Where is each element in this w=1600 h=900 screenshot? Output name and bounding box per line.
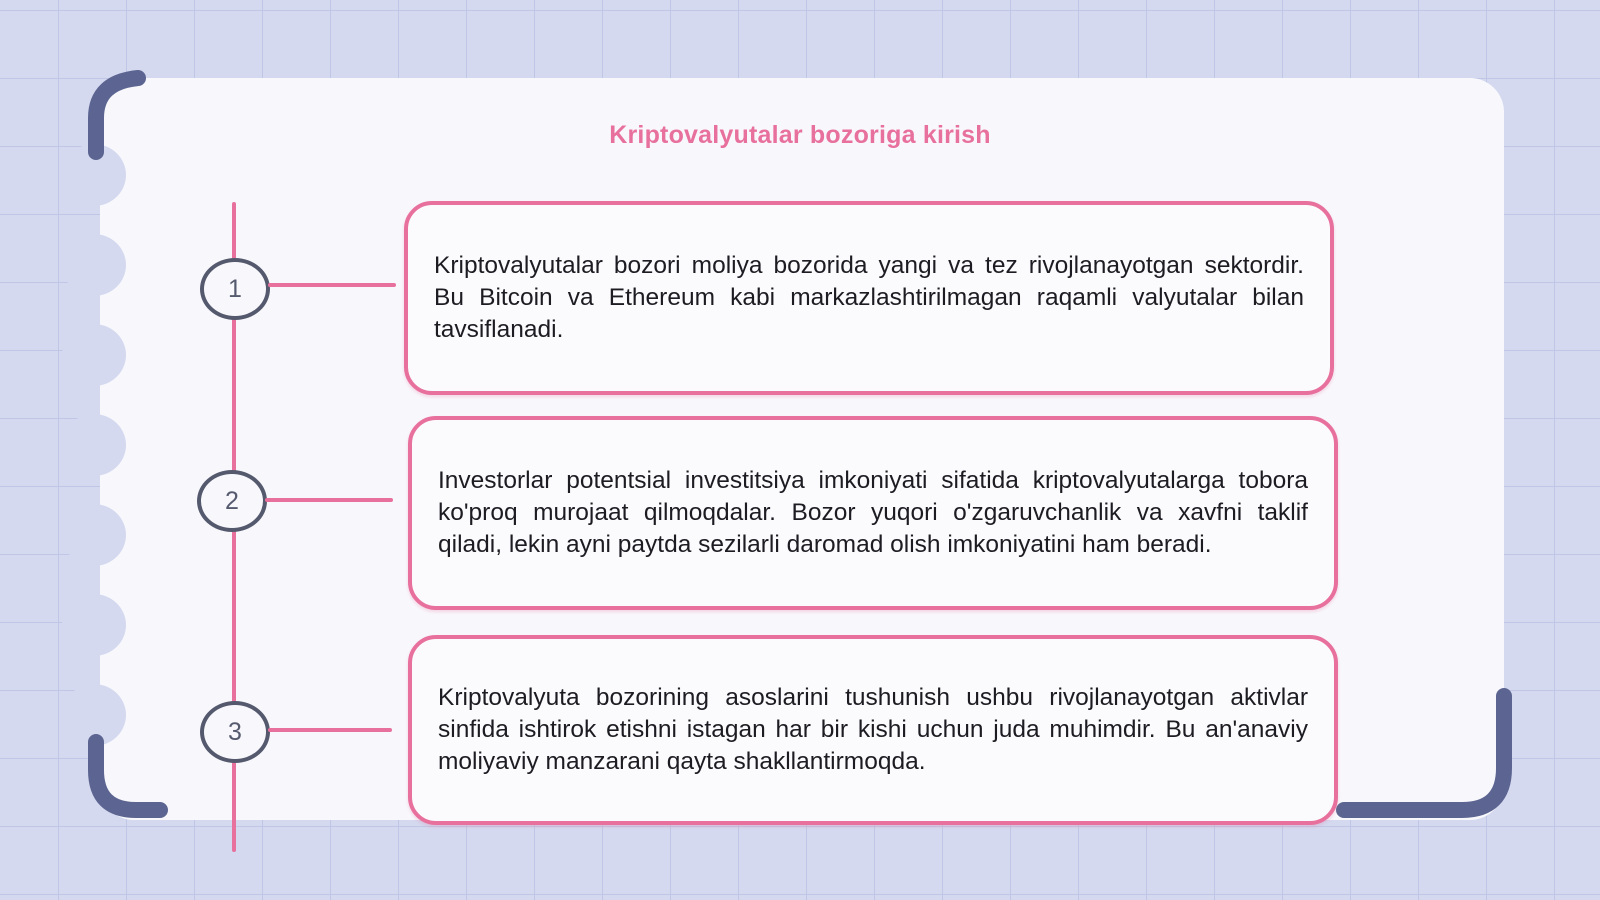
bottom-left-bracket-decoration bbox=[80, 734, 180, 828]
step-3-connector bbox=[268, 728, 392, 732]
step-1-connector bbox=[268, 283, 396, 287]
step-3-number-badge: 3 bbox=[200, 701, 270, 763]
step-3-text: Kriptovalyuta bozorining asoslarini tushunish ushbu rivojlanayotgan aktivlar sinfida ishtirok etishni istagan har bir kishi uchun juda muhimdir. Bu an'anaviy moliyaviy manzarani qayta shakllantirmoqda. bbox=[438, 684, 1308, 775]
card-notch bbox=[62, 414, 126, 476]
card-notch bbox=[62, 594, 126, 656]
card-notch bbox=[62, 504, 126, 566]
step-3-card bbox=[408, 635, 1338, 825]
step-2-number-badge: 2 bbox=[197, 470, 267, 532]
step-1-card bbox=[404, 201, 1334, 395]
card-notch bbox=[62, 234, 126, 296]
step-2-card bbox=[408, 416, 1338, 610]
step-2-text: Investorlar potentsial investitsiya imkoniyati sifatida kriptovalyutalarga tobora ko'proq murojaat qilmoqdalar. Bozor yuqori o'zgaruvchanlik va xavfni taklif qiladi, lekin ayni paytda sezilarli daromad olish imkoniyatini ham beradi. bbox=[438, 467, 1308, 558]
slide-title: Kriptovalyutalar bozoriga kirish bbox=[609, 121, 991, 149]
bottom-right-bracket-decoration bbox=[1330, 684, 1520, 828]
step-1-number-badge: 1 bbox=[200, 258, 270, 320]
card-notch bbox=[62, 324, 126, 386]
step-1-text: Kriptovalyutalar bozori moliya bozorida yangi va tez rivojlanayotgan sektordir. Bu Bitcoin va Ethereum kabi markazlashtirilmagan raqamli valyutalar bilan tavsiflanadi. bbox=[434, 252, 1304, 343]
step-2-connector bbox=[265, 498, 393, 502]
